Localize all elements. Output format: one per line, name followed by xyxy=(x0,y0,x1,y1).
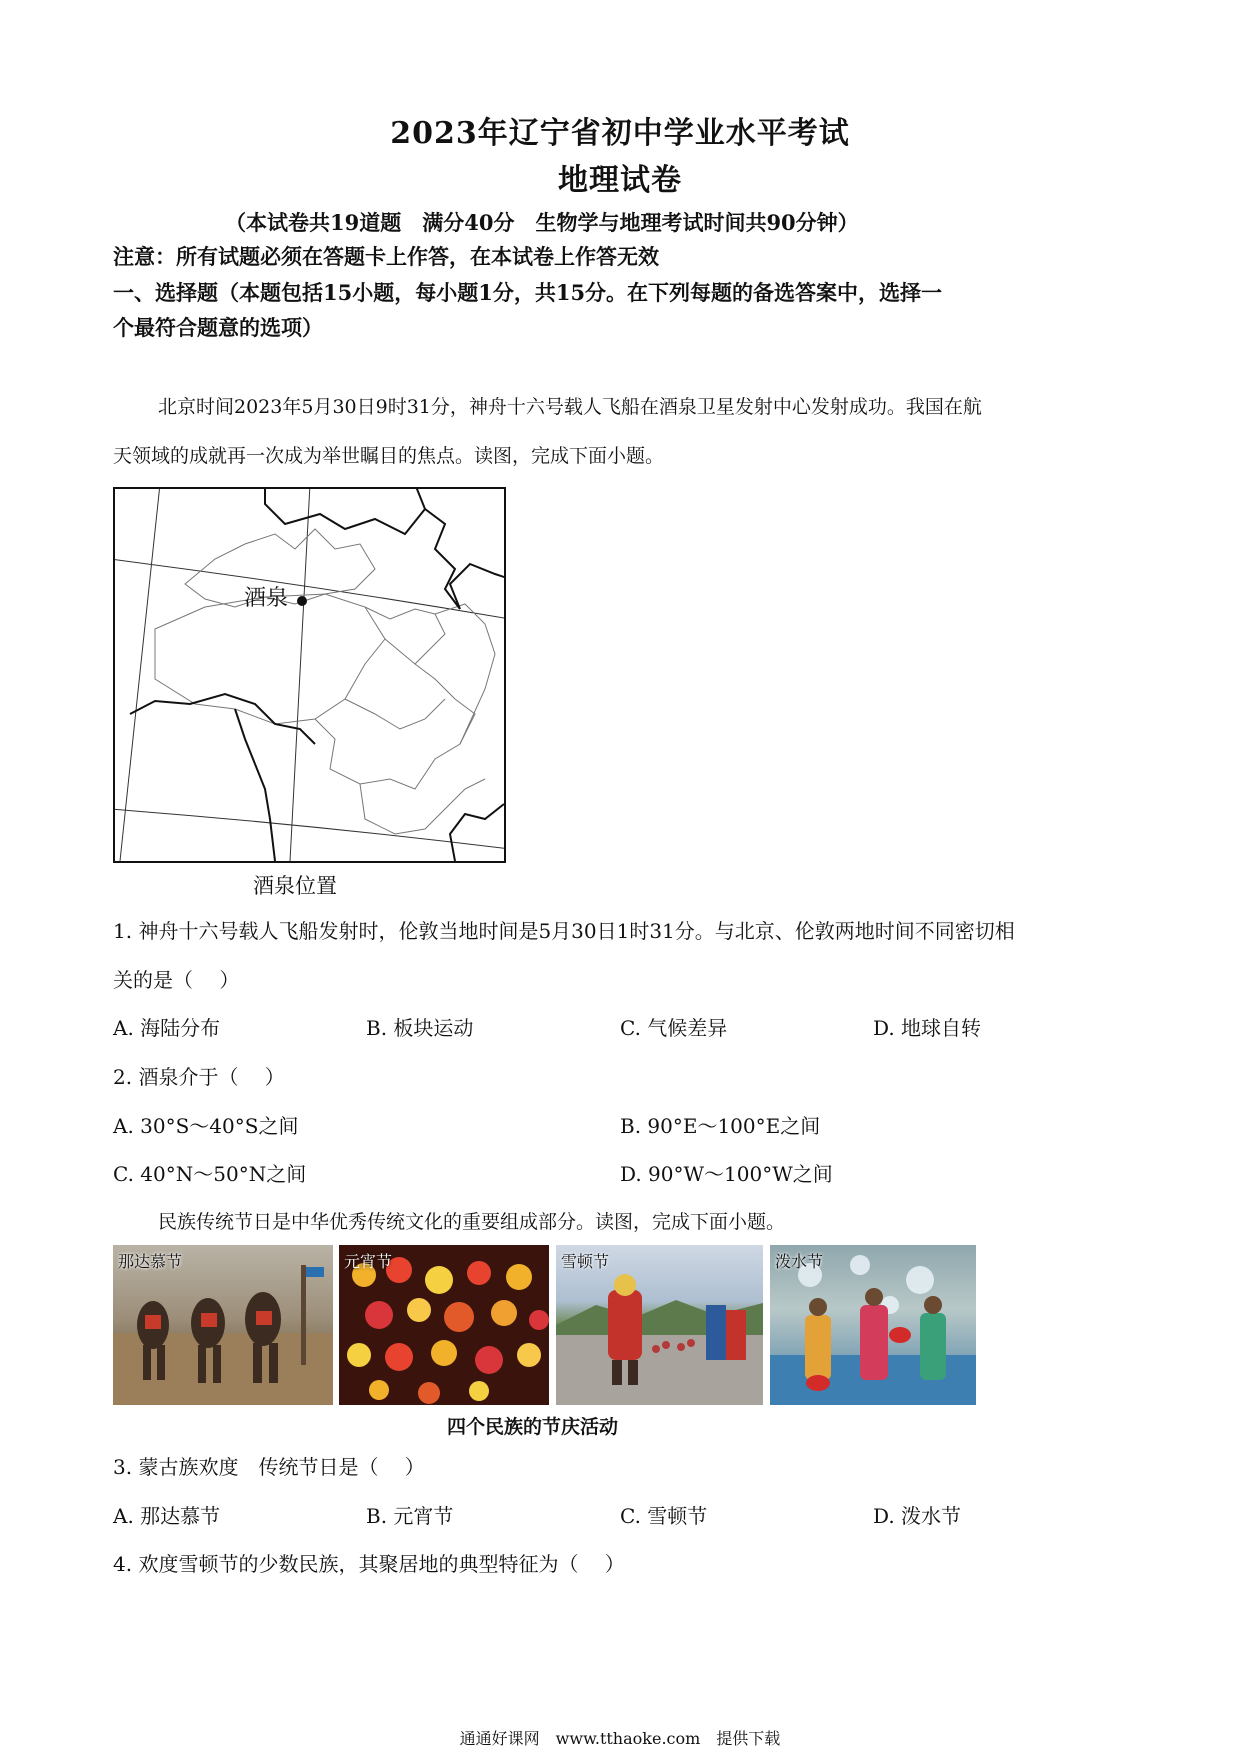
exam-info: （本试卷共19道题 满分40分 生物学与地理考试时间共90分钟） xyxy=(225,210,859,235)
photos-caption: 四个民族的节庆活动 xyxy=(447,1416,619,1438)
map-drawing xyxy=(115,489,504,861)
photo-shoton xyxy=(556,1245,763,1405)
q2-stem: 2. 酒泉介于（ ） xyxy=(113,1065,285,1089)
jiuquan-map xyxy=(113,487,506,863)
photo-water-splashing-label: 泼水节 xyxy=(775,1252,824,1271)
q2-option-d: D. 90°W～100°W之间 xyxy=(620,1162,833,1186)
q3-option-c: C. 雪顿节 xyxy=(620,1504,708,1528)
q1-option-a: A. 海陆分布 xyxy=(113,1016,221,1040)
q2-option-b: B. 90°E～100°E之间 xyxy=(620,1114,821,1138)
q3-stem: 3. 蒙古族欢度 传统节日是（ ） xyxy=(113,1455,425,1479)
photo-shoton-label: 雪顿节 xyxy=(561,1252,610,1271)
q3-option-b: B. 元宵节 xyxy=(366,1504,454,1528)
map-caption: 酒泉位置 xyxy=(253,874,337,898)
q3-option-d: D. 泼水节 xyxy=(873,1504,962,1528)
q1-option-d: D. 地球自转 xyxy=(873,1016,982,1040)
map-city-label: 酒泉 xyxy=(244,586,289,611)
photo-lantern-label: 元宵节 xyxy=(344,1252,393,1271)
passage1-line1: 北京时间2023年5月30日9时31分，神舟十六号载人飞船在酒泉卫星发射中心发射成功。我国在航 xyxy=(158,396,982,418)
section-title-line2: 个最符合题意的选项） xyxy=(113,315,323,340)
section-title-line1: 一、选择题（本题包括15小题，每小题1分，共15分。在下列每题的备选答案中，选择一 xyxy=(113,280,943,305)
q4-stem: 4. 欢度雪顿节的少数民族，其聚居地的典型特征为（ ） xyxy=(113,1552,625,1576)
photo-lantern-festival xyxy=(339,1245,549,1405)
exam-title: 2023年辽宁省初中学业水平考试 xyxy=(390,116,850,151)
photo-naadam xyxy=(113,1245,333,1405)
q3-option-a: A. 那达慕节 xyxy=(113,1504,221,1528)
q2-option-c: C. 40°N～50°N之间 xyxy=(113,1162,307,1186)
passage1-line2: 天领域的成就再一次成为举世瞩目的焦点。读图，完成下面小题。 xyxy=(113,445,665,467)
q2-option-a: A. 30°S～40°S之间 xyxy=(113,1114,299,1138)
photo-naadam-label: 那达慕节 xyxy=(118,1252,183,1271)
q1-option-b: B. 板块运动 xyxy=(366,1016,474,1040)
photo-water-splashing xyxy=(770,1245,976,1405)
exam-notice: 注意：所有试题必须在答题卡上作答，在本试卷上作答无效 xyxy=(113,244,659,269)
q1-stem-line1: 1. 神舟十六号载人飞船发射时，伦敦当地时间是5月30日1时31分。与北京、伦敦两地时间不同密切相 xyxy=(113,919,1015,943)
exam-subtitle: 地理试卷 xyxy=(558,163,682,198)
jiuquan-marker xyxy=(297,596,307,606)
q1-option-c: C. 气候差异 xyxy=(620,1016,728,1040)
passage2-line1: 民族传统节日是中华优秀传统文化的重要组成部分。读图，完成下面小题。 xyxy=(158,1211,786,1233)
q1-stem-line2: 关的是（ ） xyxy=(113,968,240,992)
page-footer: 通通好课网 www.tthaoke.com 提供下载 xyxy=(459,1729,781,1748)
